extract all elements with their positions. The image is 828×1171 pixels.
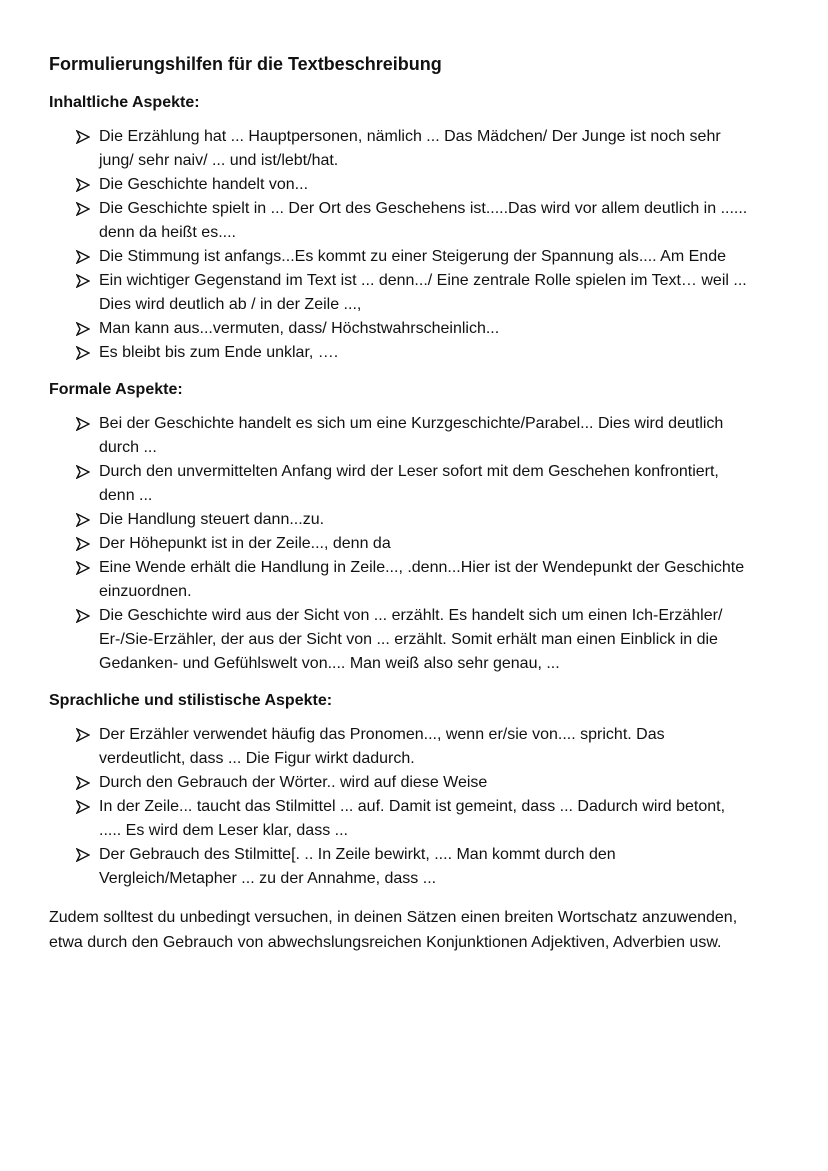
arrow-bullet-icon [76, 465, 90, 479]
arrow-bullet-icon [76, 561, 90, 575]
arrow-bullet-icon [76, 346, 90, 360]
list-item-text: Die Geschichte wird aus der Sicht von ... erzählt. Es handelt sich um einen Ich-Erzähler/ Er-/Sie-Erzähler, der aus der Sicht von ... erzählt. Somit erhält man einen Einblick in die Gedanken- und Gefühlswelt von.... Man weiß also sehr genau, ... [99, 607, 723, 672]
document-page [49, 52, 749, 955]
list-item-text: Der Erzähler verwendet häufig das Pronomen..., wenn er/sie von.... spricht. Das verdeutlicht, dass ... Die Figur wirkt dadurch. [99, 726, 665, 767]
document-title: Formulierungshilfen für die Textbeschreibung [49, 54, 442, 74]
list-item [49, 269, 749, 317]
arrow-bullet-icon [76, 728, 90, 742]
list-item-text: Die Erzählung hat ... Hauptpersonen, nämlich ... Das Mädchen/ Der Junge ist noch sehr jung/ sehr naiv/ ... und ist/lebt/hat. [99, 128, 721, 169]
list-item [49, 197, 749, 245]
list-item-text: Die Geschichte spielt in ... Der Ort des Geschehens ist.....Das wird vor allem deutlich in ...... denn da heißt es.... [99, 200, 748, 241]
section-heading: Formale Aspekte: [49, 381, 183, 398]
list-item [49, 245, 749, 269]
section-heading: Inhaltliche Aspekte: [49, 94, 200, 111]
arrow-bullet-icon [76, 513, 90, 527]
list-item [49, 723, 749, 771]
list-item-text: Bei der Geschichte handelt es sich um eine Kurzgeschichte/Parabel... Dies wird deutlich durch ... [99, 415, 724, 456]
section-heading: Sprachliche und stilistische Aspekte: [49, 692, 333, 709]
list-item-text: Der Höhepunkt ist in der Zeile..., denn da [99, 535, 391, 552]
list-item-text: Die Handlung steuert dann...zu. [99, 511, 325, 528]
list-item [49, 604, 749, 676]
list-item [49, 460, 749, 508]
list-item [49, 173, 749, 197]
list-item-text: Durch den unvermittelten Anfang wird der Leser sofort mit dem Geschehen konfrontiert, denn ... [99, 463, 719, 504]
list-item-text: Die Geschichte handelt von... [99, 176, 309, 193]
arrow-bullet-icon [76, 178, 90, 192]
list-item-text: Es bleibt bis zum Ende unklar, …. [99, 344, 339, 361]
list-item [49, 532, 749, 556]
arrow-bullet-icon [76, 800, 90, 814]
section-language [49, 690, 749, 891]
list-item [49, 843, 749, 891]
list-item [49, 556, 749, 604]
arrow-bullet-icon [76, 202, 90, 216]
list-item-text: Eine Wende erhält die Handlung in Zeile..., .denn...Hier ist der Wendepunkt der Geschichte einzuordnen. [99, 559, 745, 600]
arrow-bullet-icon [76, 609, 90, 623]
section-form [49, 379, 749, 676]
arrow-bullet-icon [76, 322, 90, 336]
list-item [49, 508, 749, 532]
bullet-list [49, 125, 749, 365]
closing-paragraph: Zudem solltest du unbedingt versuchen, in deinen Sätzen einen breiten Wortschatz anzuwenden, etwa durch den Gebrauch von abwechslungsreichen Konjunktionen Adjektiven, Adverbien usw. [49, 909, 738, 951]
list-item [49, 795, 749, 843]
arrow-bullet-icon [76, 130, 90, 144]
arrow-bullet-icon [76, 848, 90, 862]
list-item [49, 412, 749, 460]
list-item-text: Die Stimmung ist anfangs...Es kommt zu einer Steigerung der Spannung als.... Am Ende [99, 248, 726, 265]
arrow-bullet-icon [76, 274, 90, 288]
arrow-bullet-icon [76, 417, 90, 431]
bullet-list [49, 412, 749, 676]
arrow-bullet-icon [76, 537, 90, 551]
arrow-bullet-icon [76, 776, 90, 790]
arrow-bullet-icon [76, 250, 90, 264]
list-item-text: Ein wichtiger Gegenstand im Text ist ... denn.../ Eine zentrale Rolle spielen im Text… weil ... Dies wird deutlich ab / in der Zeile ..., [99, 272, 747, 313]
list-item-text: Der Gebrauch des Stilmitte[. .. In Zeile bewirkt, .... Man kommt durch den Vergleich/Metapher ... zu der Annahme, dass ... [99, 846, 616, 887]
list-item [49, 771, 749, 795]
list-item-text: In der Zeile... taucht das Stilmittel ... auf. Damit ist gemeint, dass ... Dadurch wird betont, ..... Es wird dem Leser klar, dass ... [99, 798, 726, 839]
list-item-text: Man kann aus...vermuten, dass/ Höchstwahrscheinlich... [99, 320, 500, 337]
list-item [49, 125, 749, 173]
bullet-list [49, 723, 749, 891]
section-content [49, 92, 749, 365]
list-item [49, 341, 749, 365]
list-item-text: Durch den Gebrauch der Wörter.. wird auf diese Weise [99, 774, 488, 791]
list-item [49, 317, 749, 341]
